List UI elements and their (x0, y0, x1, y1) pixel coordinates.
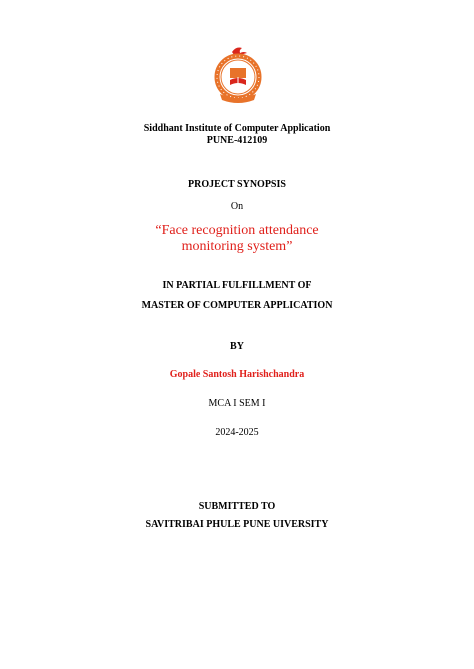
class-semester: MCA I SEM I (208, 398, 266, 409)
project-title-line-2: monitoring system” (181, 239, 293, 254)
project-title-line-1: “Face recognition attendance (155, 223, 319, 238)
by-label: BY (230, 341, 244, 352)
submitted-to-label: SUBMITTED TO (198, 501, 276, 512)
fulfillment-line-2: MASTER OF COMPUTER APPLICATION (141, 300, 333, 311)
document-heading: PROJECT SYNOPSIS (188, 179, 286, 190)
fulfillment-line-1: IN PARTIAL FULFILLMENT OF (162, 280, 312, 291)
institute-city: PUNE-412109 (206, 135, 268, 146)
on-label: On (230, 201, 244, 212)
author-name: Gopale Santosh Harishchandra (169, 369, 305, 380)
academic-year: 2024-2025 (215, 427, 259, 438)
institute-emblem-icon (206, 44, 270, 106)
university-name: SAVITRIBAI PHULE PUNE UIVERSITY (145, 519, 329, 530)
institute-name: Siddhant Institute of Computer Application (143, 123, 331, 134)
